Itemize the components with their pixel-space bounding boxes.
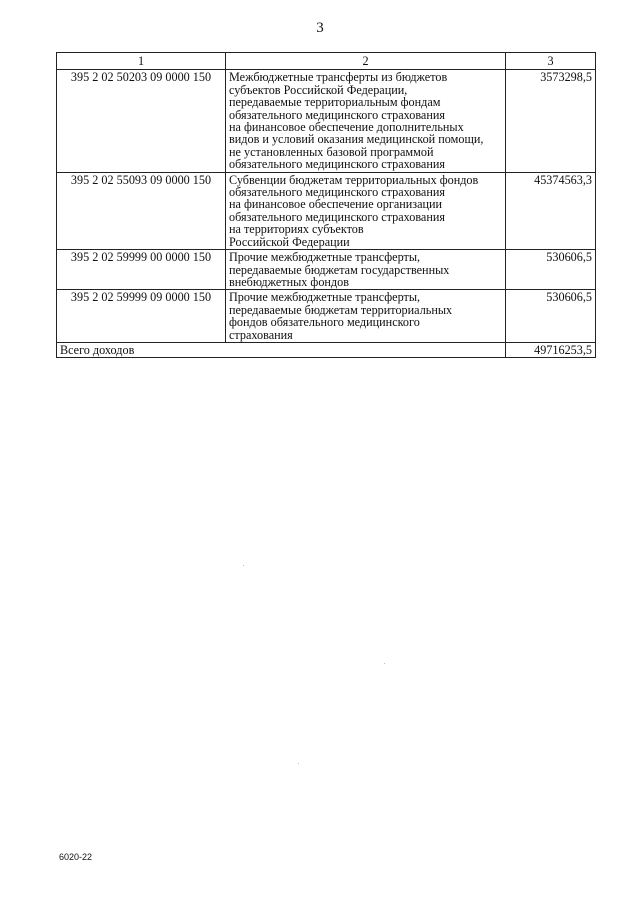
- total-label: Всего доходов: [57, 342, 506, 357]
- description-line: Межбюджетные трансферты из бюджетов: [229, 70, 448, 85]
- description-line: страхования: [229, 327, 293, 342]
- column-header-1: 1: [57, 53, 226, 70]
- description-line: на территориях субъектов: [229, 222, 364, 237]
- table-row: [57, 70, 596, 172]
- description-line: внебюджетных фондов: [229, 274, 349, 289]
- description-line: обязательного медицинского страхования: [229, 209, 445, 224]
- table-row: [57, 172, 596, 249]
- table-row: [57, 290, 596, 343]
- description-line: Субвенции бюджетам территориальных фондов: [229, 172, 479, 187]
- description-line: субъектов Российской Федерации,: [229, 82, 408, 97]
- budget-code: 395 2 02 55093 09 0000 150: [57, 172, 226, 249]
- column-header-3: 3: [506, 53, 596, 70]
- total-row: [57, 342, 596, 357]
- page-number: 3: [316, 20, 324, 36]
- scan-speck: [298, 763, 299, 764]
- form-code: 6020-22: [59, 852, 93, 862]
- description-line: обязательного медицинского страхования: [229, 107, 445, 122]
- description-line: Российской Федерации: [229, 234, 350, 249]
- revenue-description: [226, 250, 506, 290]
- description-line: на финансовое обеспечение организации: [229, 197, 443, 212]
- revenue-description: [226, 290, 506, 343]
- total-amount: 49716253,5: [506, 342, 596, 357]
- description-line: на финансовое обеспечение дополнительных: [229, 120, 464, 135]
- description-line: не установленных базовой программой: [229, 144, 434, 159]
- budget-code: 395 2 02 59999 09 0000 150: [57, 290, 226, 343]
- description-line: Прочие межбюджетные трансферты,: [229, 250, 421, 265]
- description-line: обязательного медицинского страхования: [229, 185, 445, 200]
- revenue-amount: 3573298,5: [506, 70, 596, 172]
- budget-code: 395 2 02 50203 09 0000 150: [57, 70, 226, 172]
- description-line: передаваемые территориальным фондам: [229, 95, 441, 110]
- column-header-2: 2: [226, 53, 506, 70]
- revenue-table: [56, 52, 596, 358]
- revenue-description: [226, 70, 506, 172]
- description-line: передаваемые бюджетам территориальных: [229, 302, 453, 317]
- scan-speck: [384, 663, 385, 664]
- table-row: [57, 250, 596, 290]
- description-line: передаваемые бюджетам государственных: [229, 262, 450, 277]
- revenue-amount: 530606,5: [506, 250, 596, 290]
- revenue-amount: 530606,5: [506, 290, 596, 343]
- description-line: фондов обязательного медицинского: [229, 315, 420, 330]
- description-line: видов и условий оказания медицинской помощи,: [229, 132, 484, 147]
- description-line: Прочие межбюджетные трансферты,: [229, 290, 421, 305]
- budget-code: 395 2 02 59999 00 0000 150: [57, 250, 226, 290]
- scan-speck: [243, 565, 244, 566]
- description-line: обязательного медицинского страхования: [229, 157, 445, 172]
- table-header-row: [57, 53, 596, 70]
- revenue-description: [226, 172, 506, 249]
- revenue-amount: 45374563,3: [506, 172, 596, 249]
